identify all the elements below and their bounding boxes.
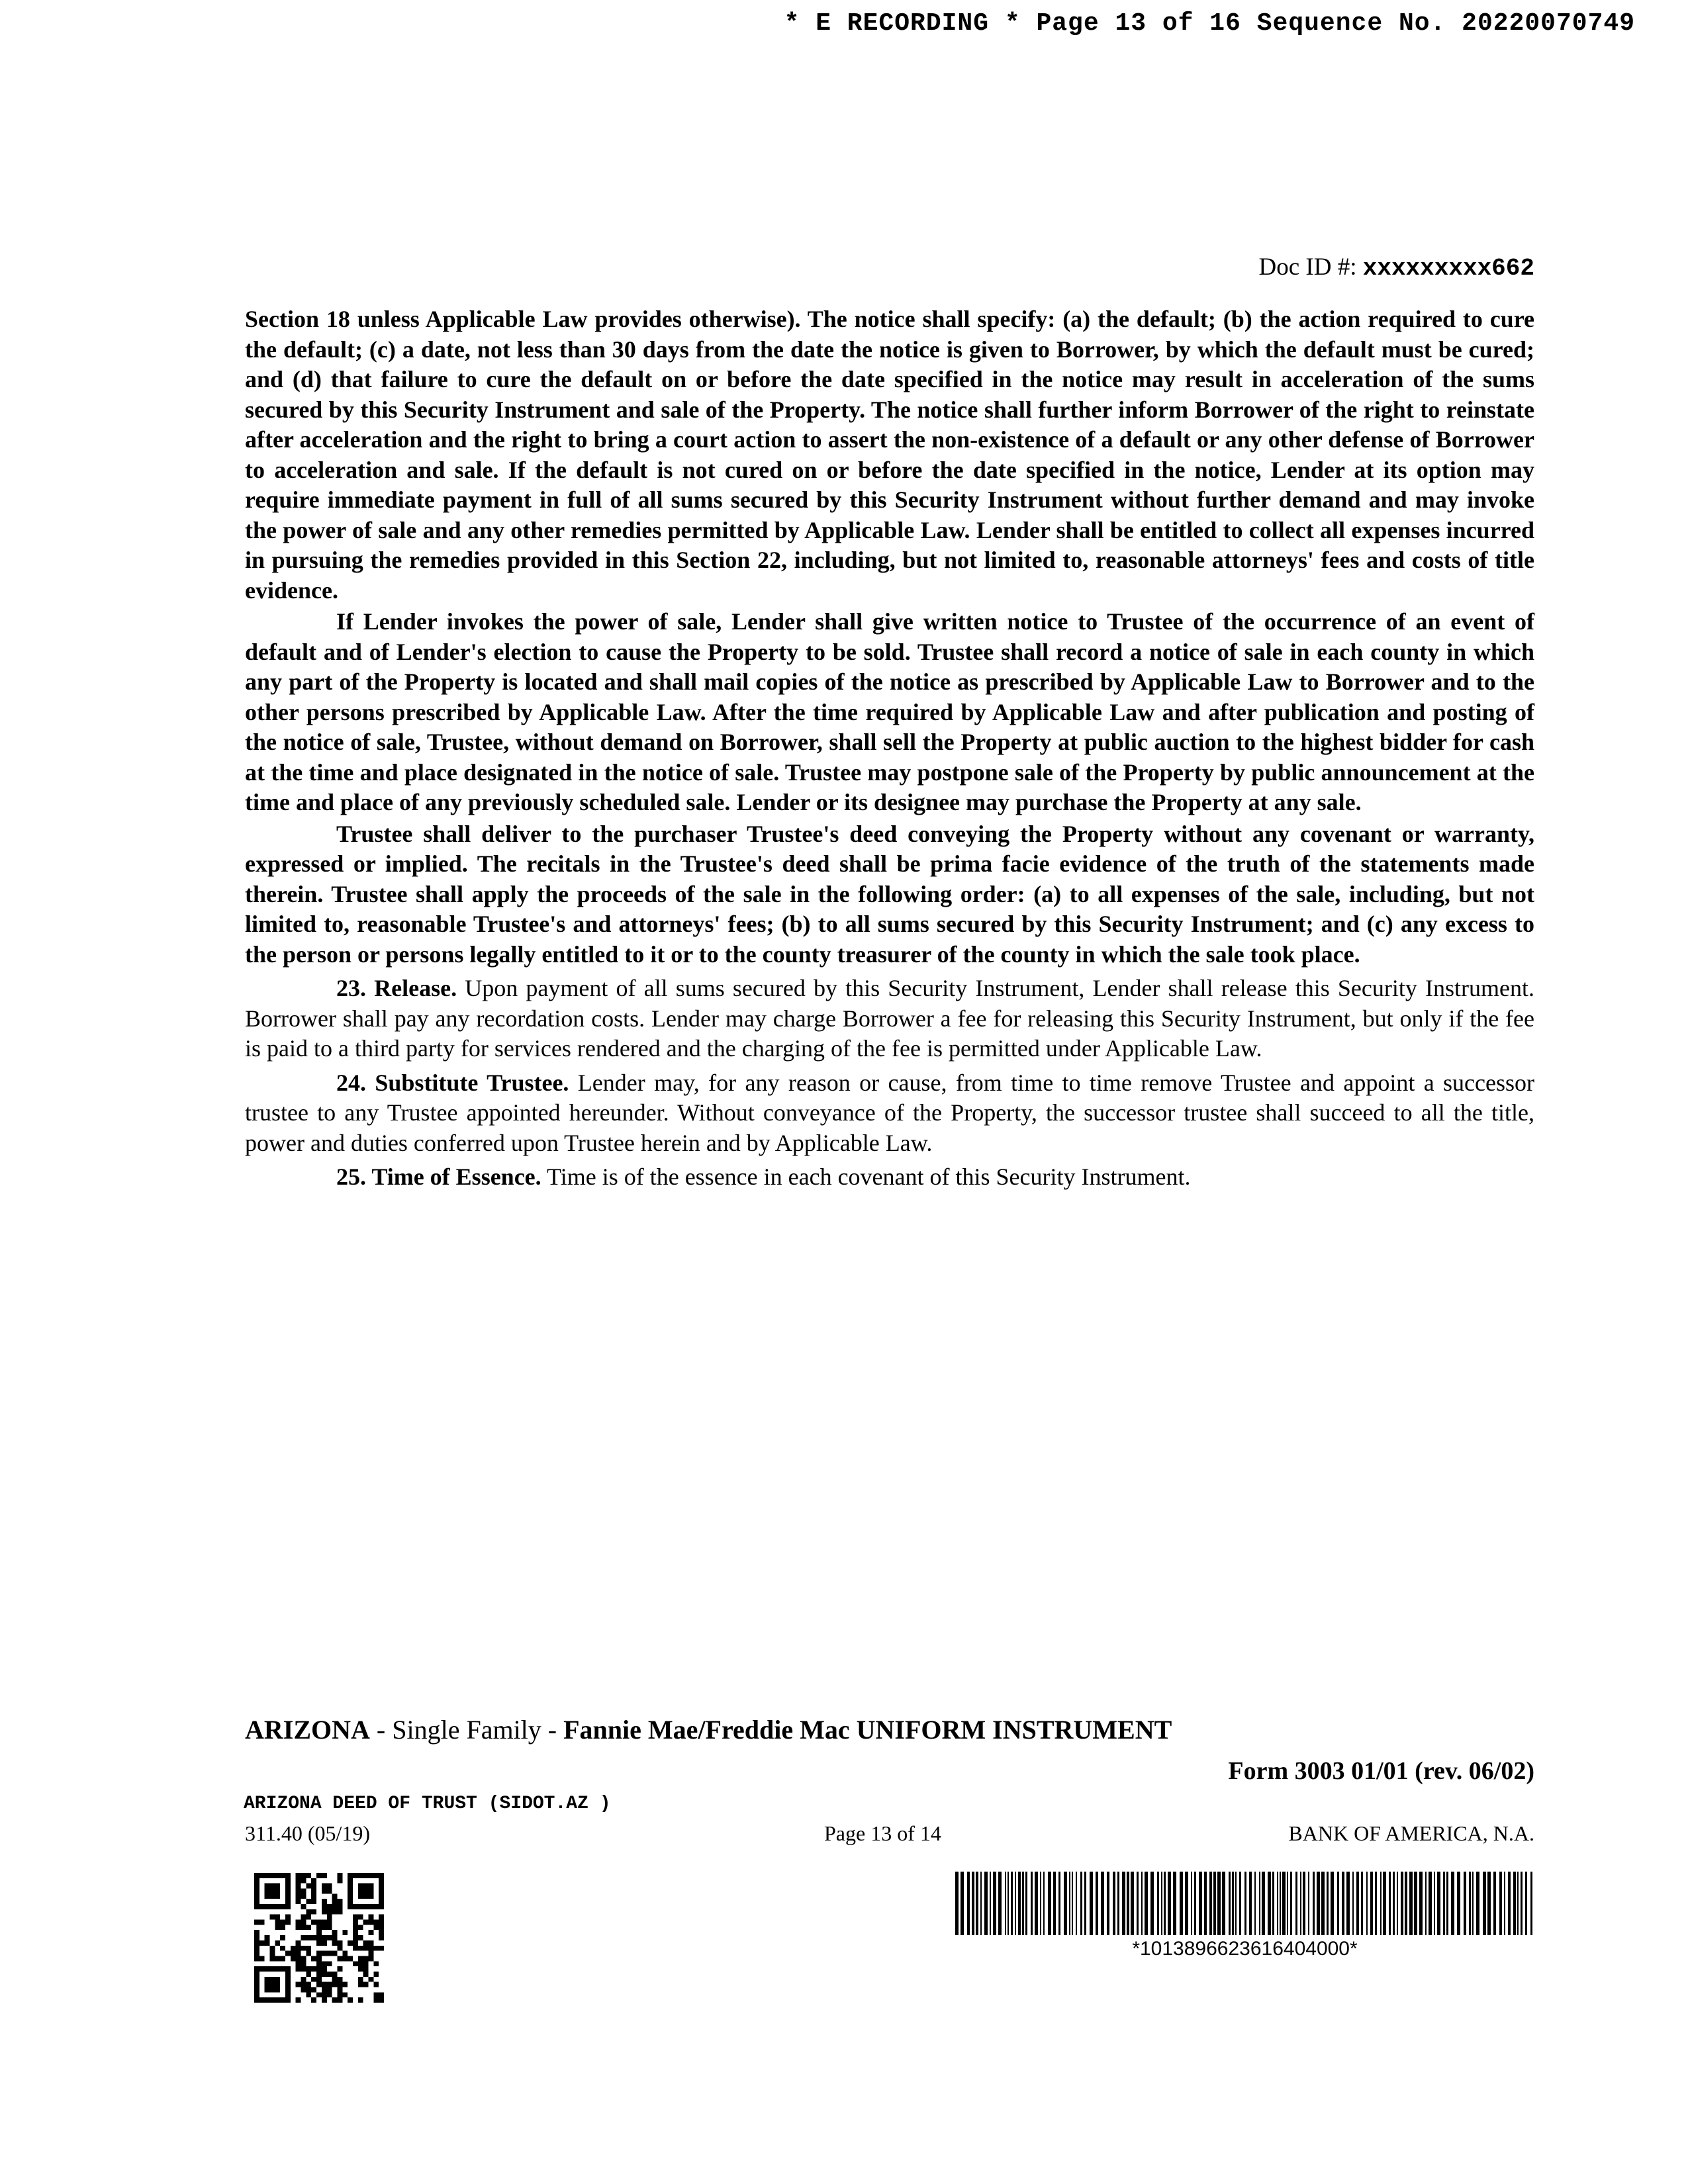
paragraph-trustee-deed: Trustee shall deliver to the purchaser Trustee's deed conveying the Property without any covenant or warranty, expressed or implied. The recitals in the Trustee's deed shall be prima facie evidence of the truth of the statements made therein. Trustee shall apply the proceeds of the sale in the following order: (a) to all expenses of the sale, including, but not limited to, reasonable Trustee's and attorneys' fees; (b) to all sums secured by this Security Instrument; and (c) any excess to the person or persons legally entitled to it or to the county treasurer of the county in which the sale took place. bbox=[245, 820, 1534, 968]
document-body bbox=[245, 304, 1534, 1194]
paragraph-section-22-notice: Section 18 unless Applicable Law provides otherwise). The notice shall specify: (a) the default; (b) the action required to cure the default; (c) a date, not less than 30 days from the date the notice is given to Borrower, by which the default must be cured; and (d) that failure to cure the default on or before the date specified in the notice may result in acceleration of the sums secured by this Security Instrument and sale of the Property. The notice shall further inform Borrower of the right to reinstate after acceleration and the right to bring a court action to assert the non-existence of a default or any other defense of Borrower to acceleration and sale. If the default is not cured on or before the date specified in the notice, Lender at its option may require immediate payment in full of all sums secured by this Security Instrument without further demand and may invoke the power of sale and any other remedies permitted by Applicable Law. Lender shall be entitled to collect all expenses incurred in pursuing the remedies provided in this Section 22, including, but not limited to, reasonable attorneys' fees and costs of title evidence. bbox=[245, 306, 1534, 604]
section-25-heading: 25. Time of Essence. bbox=[336, 1163, 541, 1190]
form-number: Form 3003 01/01 (rev. 06/02) bbox=[1228, 1757, 1534, 1785]
qr-code bbox=[254, 1873, 384, 2003]
section-24-heading: 24. Substitute Trustee. bbox=[336, 1069, 569, 1096]
section-23-release bbox=[245, 974, 1534, 1064]
footer-family: - Single Family - bbox=[369, 1715, 564, 1745]
barcode bbox=[955, 1872, 1534, 1935]
section-23-heading: 23. Release. bbox=[336, 975, 457, 1001]
section-23-text: Upon payment of all sums secured by this Security Instrument, Lender shall release this Security Instrument. Borrower shall pay any recordation costs. Lender may charge Borrower a fee for releasing this Security Instrument, but only if the fee is paid to a third party for services rendered and the charging of the fee is permitted under Applicable Law. bbox=[245, 975, 1534, 1062]
doc-id bbox=[1259, 253, 1534, 282]
section-24-text: Lender may, for any reason or cause, from time to time remove Trustee and appoint a successor trustee to any Trustee appointed hereunder. Without conveyance of the Property, the successor trustee shall succeed to all the title, power and duties conferred upon Trustee herein and by Applicable Law. bbox=[245, 1069, 1534, 1156]
section-25-time-of-essence bbox=[245, 1162, 1534, 1193]
doc-id-value: xxxxxxxxx662 bbox=[1362, 255, 1534, 282]
section-24-substitute-trustee bbox=[245, 1068, 1534, 1159]
recording-header: * E RECORDING * Page 13 of 16 Sequence No. 20220070749 bbox=[784, 9, 1635, 38]
footer-form-title bbox=[245, 1714, 1172, 1745]
section-25-text: Time is of the essence in each covenant of this Security Instrument. bbox=[541, 1163, 1191, 1190]
page-number: Page 13 of 14 bbox=[824, 1821, 941, 1845]
deed-code: ARIZONA DEED OF TRUST (SIDOT.AZ ) bbox=[244, 1794, 611, 1814]
barcode-number: *1013896623616404000* bbox=[1132, 1938, 1358, 1960]
form-revision: 311.40 (05/19) bbox=[245, 1821, 371, 1845]
lender-name: BANK OF AMERICA, N.A. bbox=[1288, 1821, 1534, 1845]
paragraph-power-of-sale: If Lender invokes the power of sale, Lender shall give written notice to Trustee of the occurrence of an event of default and of Lender's election to cause the Property to be sold. Trustee shall record a notice of sale in each county in which any part of the Property is located and shall mail copies of the notice as prescribed by Applicable Law to Borrower and to the other persons prescribed by Applicable Law. After the time required by Applicable Law and after publication and posting of the notice of sale, Trustee, without demand on Borrower, shall sell the Property at public auction to the highest bidder for cash at the time and place designated in the notice of sale. Trustee may postpone sale of the Property by public announcement at the time and place of any previously scheduled sale. Lender or its designee may purchase the Property at any sale. bbox=[245, 608, 1534, 815]
doc-id-label: Doc ID #: bbox=[1258, 253, 1357, 281]
footer-uniform: Fannie Mae/Freddie Mac UNIFORM INSTRUMENT bbox=[563, 1715, 1172, 1745]
footer-state: ARIZONA bbox=[245, 1715, 370, 1745]
